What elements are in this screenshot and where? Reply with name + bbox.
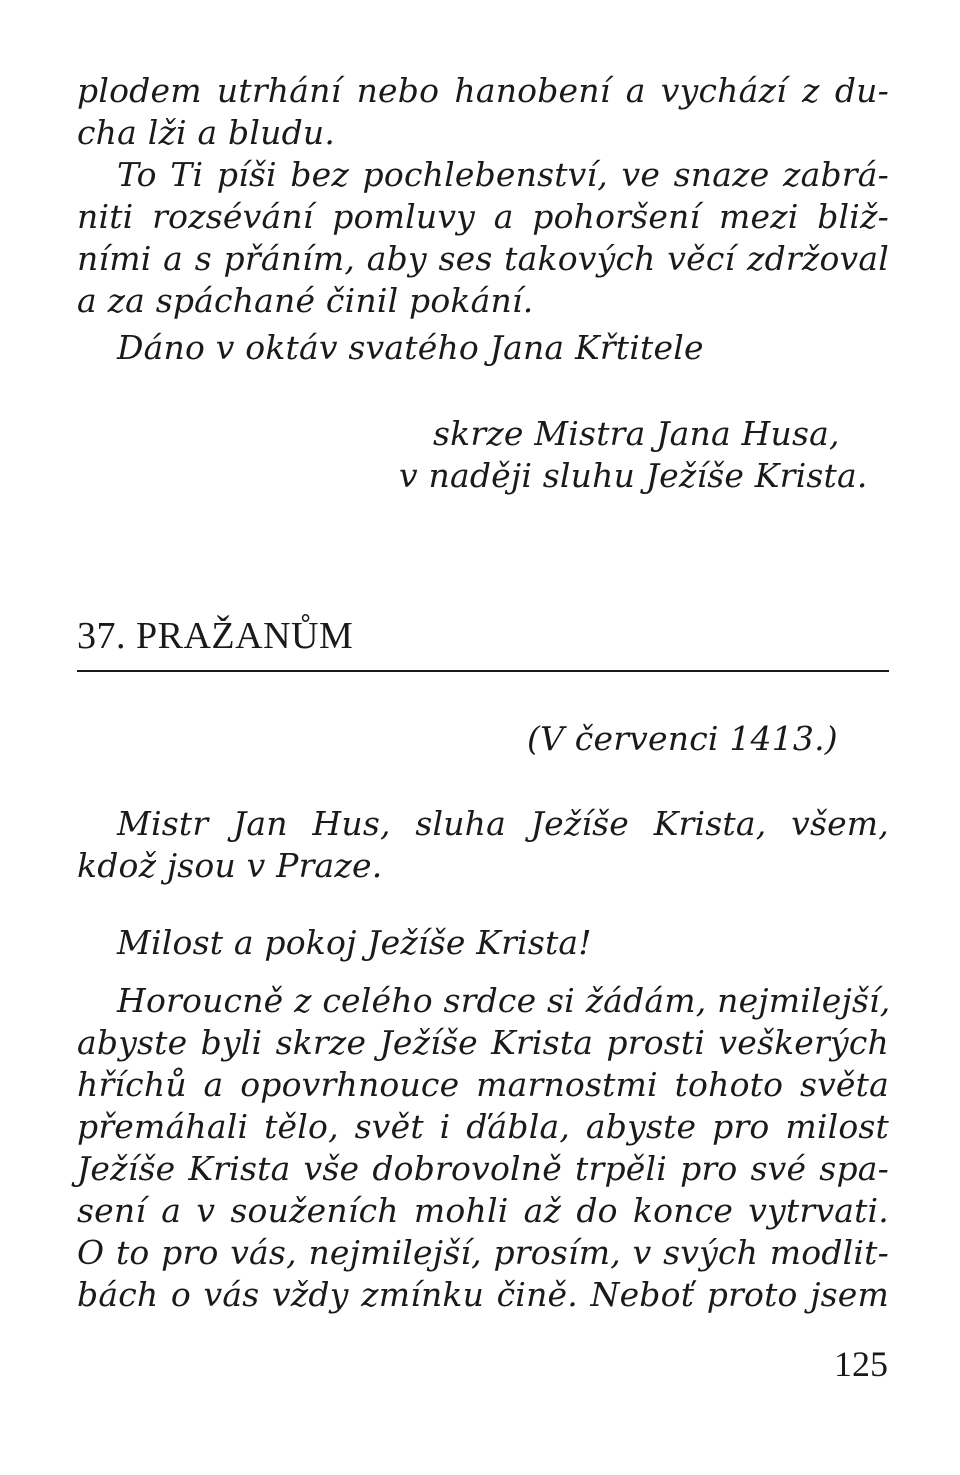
- text-line: plodem utrhání nebo hanobení a vychází z du-: [77, 71, 889, 110]
- signature-line: v naději sluhu Ježíše Krista.: [399, 456, 868, 495]
- text-line: bách o vás vždy zmínku čině. Neboť proto jsem: [77, 1275, 889, 1314]
- section-divider: [77, 670, 889, 672]
- text-line: sení a v souženích mohli až do konce vytrvati.: [77, 1191, 889, 1230]
- date-note: (V červenci 1413.): [527, 719, 838, 758]
- text-line: niti rozsévání pomluvy a pohoršení mezi bliž-: [77, 197, 889, 236]
- text-line: abyste byli skrze Ježíše Krista prosti veškerých: [77, 1023, 889, 1062]
- text-line: hříchů a opovrhnouce marnostmi tohoto světa: [77, 1065, 889, 1104]
- text-line: cha lži a bludu.: [77, 113, 336, 152]
- text-line: To Ti píši bez pochlebenství, ve snaze zabrá-: [117, 155, 889, 194]
- salutation-line: kdož jsou v Praze.: [77, 846, 383, 885]
- text-line: ními a s přáním, aby ses takových věcí zdržoval: [77, 239, 889, 278]
- text-line: O to pro vás, nejmilejší, prosím, v svých modlit-: [77, 1233, 889, 1272]
- salutation-line: Mistr Jan Hus, sluha Ježíše Krista, všem,: [117, 804, 889, 843]
- dating-line: Dáno v oktáv svatého Jana Křtitele: [117, 328, 704, 367]
- section-heading: 37. PRAŽANŮM: [77, 615, 354, 657]
- greeting-line: Milost a pokoj Ježíše Krista!: [117, 923, 592, 962]
- text-line: přemáhali tělo, svět i ďábla, abyste pro milost: [77, 1107, 889, 1146]
- text-line: Ježíše Krista vše dobrovolně trpěli pro své spa-: [77, 1149, 889, 1188]
- text-line: Horoucně z celého srdce si žádám, nejmilejší,: [117, 981, 891, 1020]
- signature-line: skrze Mistra Jana Husa,: [433, 414, 840, 453]
- page-number: 125: [834, 1344, 888, 1384]
- text-line: a za spáchané činil pokání.: [77, 281, 534, 320]
